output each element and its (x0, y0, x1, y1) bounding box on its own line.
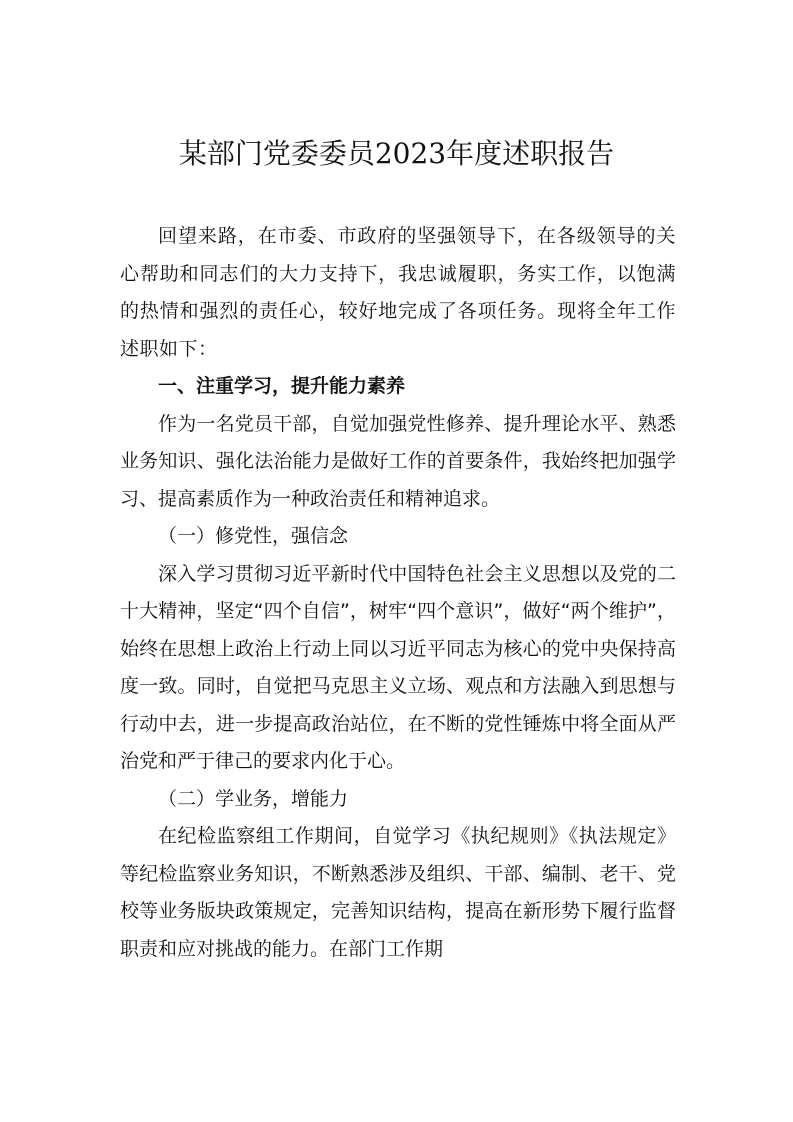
subsection-2-paragraph: 在纪检监察组工作期间，自觉学习《执纪规则》《执法规定》等纪检监察业务知识，不断熟悉涉及组织、干部、编制、老干、党校等业务版块政策规定，完善知识结构，提高在新形势下履行监督职责和应对挑战的能力。在部门工作期 (120, 825, 676, 960)
section-1-paragraph: 作为一名党员干部，自觉加强党性修养、提升理论水平、熟悉业务知识、强化法治能力是做好工作的首要条件，我始终把加强学习、提高素质作为一种政治责任和精神追求。 (120, 412, 676, 510)
subsection-1-paragraph: 深入学习贯彻习近平新时代中国特色社会主义思想以及党的二十大精神，坚定“四个自信”，树牢“四个意识”，做好“两个维护”，始终在思想上政治上行动上同以习近平同志为核心的党中央保持高度一致。同时，自觉把马克思主义立场、观点和方法融入到思想与行动中去，进一步提高政治站位，在不断的党性锤炼中将全面从严治党和严于律己的要求内化于心。 (120, 562, 676, 772)
subsection-2-heading: （二）学业务，增能力 (158, 787, 349, 810)
document-title: 某部门党委委员2023年度述职报告 (178, 137, 615, 170)
intro-paragraph: 回望来路，在市委、市政府的坚强领导下，在各级领导的关心帮助和同志们的大力支持下，我忠诚履职，务实工作，以饱满的热情和强烈的责任心，较好地完成了各项任务。现将全年工作述职如下： (120, 225, 676, 360)
document-body (120, 218, 676, 968)
subsection-1-heading: （一）修党性，强信念 (158, 525, 349, 547)
section-1-heading: 一、注重学习，提升能力素养 (158, 375, 406, 397)
